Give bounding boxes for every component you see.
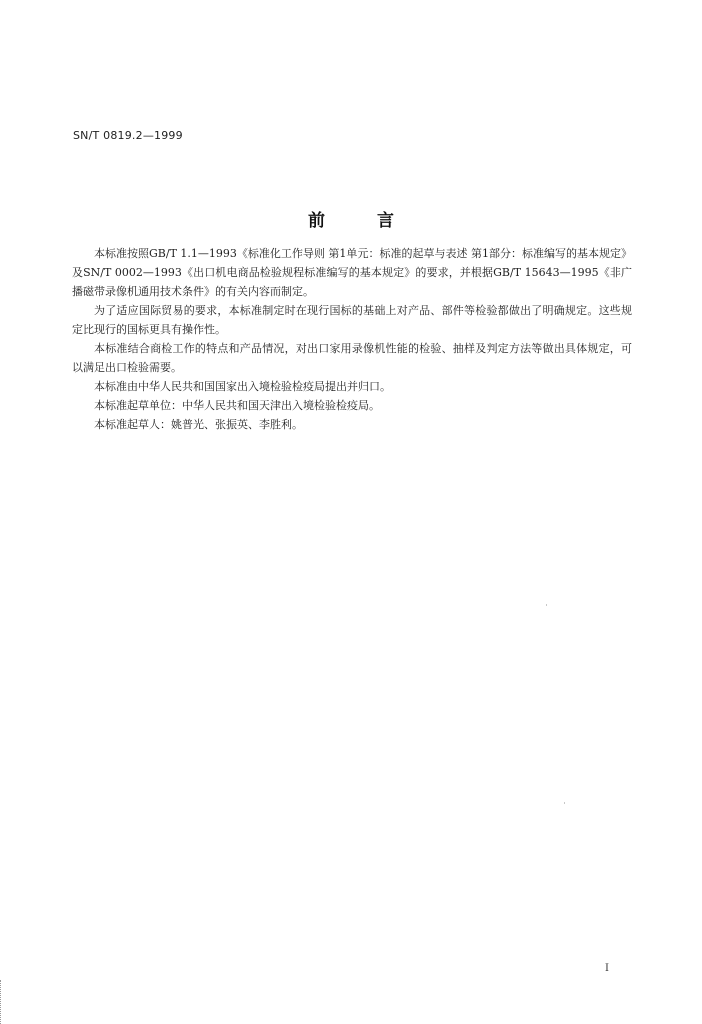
page-title [0,206,702,231]
paragraph: 本标准按照GB/T 1.1—1993《标准化工作导则 第1单元：标准的起草与表述 第1部分：标准编写的基本规定》及SN/T 0002—1993《出口机电商品检验规程标准编写的基本规定》的要求，并根据GB/T 15643—1995《非广播磁带录像机通用技术条件》的有关内容而制定。 [72,247,632,298]
scan-speck [546,604,547,606]
page-number: I [605,963,609,974]
title-char-1: 前 [308,211,325,231]
title-char-2: 言 [377,211,394,231]
paragraph: 本标准由中华人民共和国国家出入境检验检疫局提出并归口。 [94,380,391,393]
paragraph: 本标准结合商检工作的特点和产品情况，对出口家用录像机性能的检验、抽样及判定方法等做出具体规定，可以满足出口检验需要。 [72,342,632,374]
scan-edge-mark [0,980,4,1024]
paragraph: 本标准起草人：姚普光、张振英、李胜利。 [94,418,303,431]
paragraph: 为了适应国际贸易的要求，本标准制定时在现行国标的基础上对产品、部件等检验都做出了明确规定。这些规定比现行的国标更具有操作性。 [72,304,632,336]
paragraph: 本标准起草单位：中华人民共和国天津出入境检验检疫局。 [94,399,380,412]
standard-code: SN/T 0819.2—1999 [73,129,183,142]
foreword-body [72,244,632,434]
scan-speck [564,802,565,804]
